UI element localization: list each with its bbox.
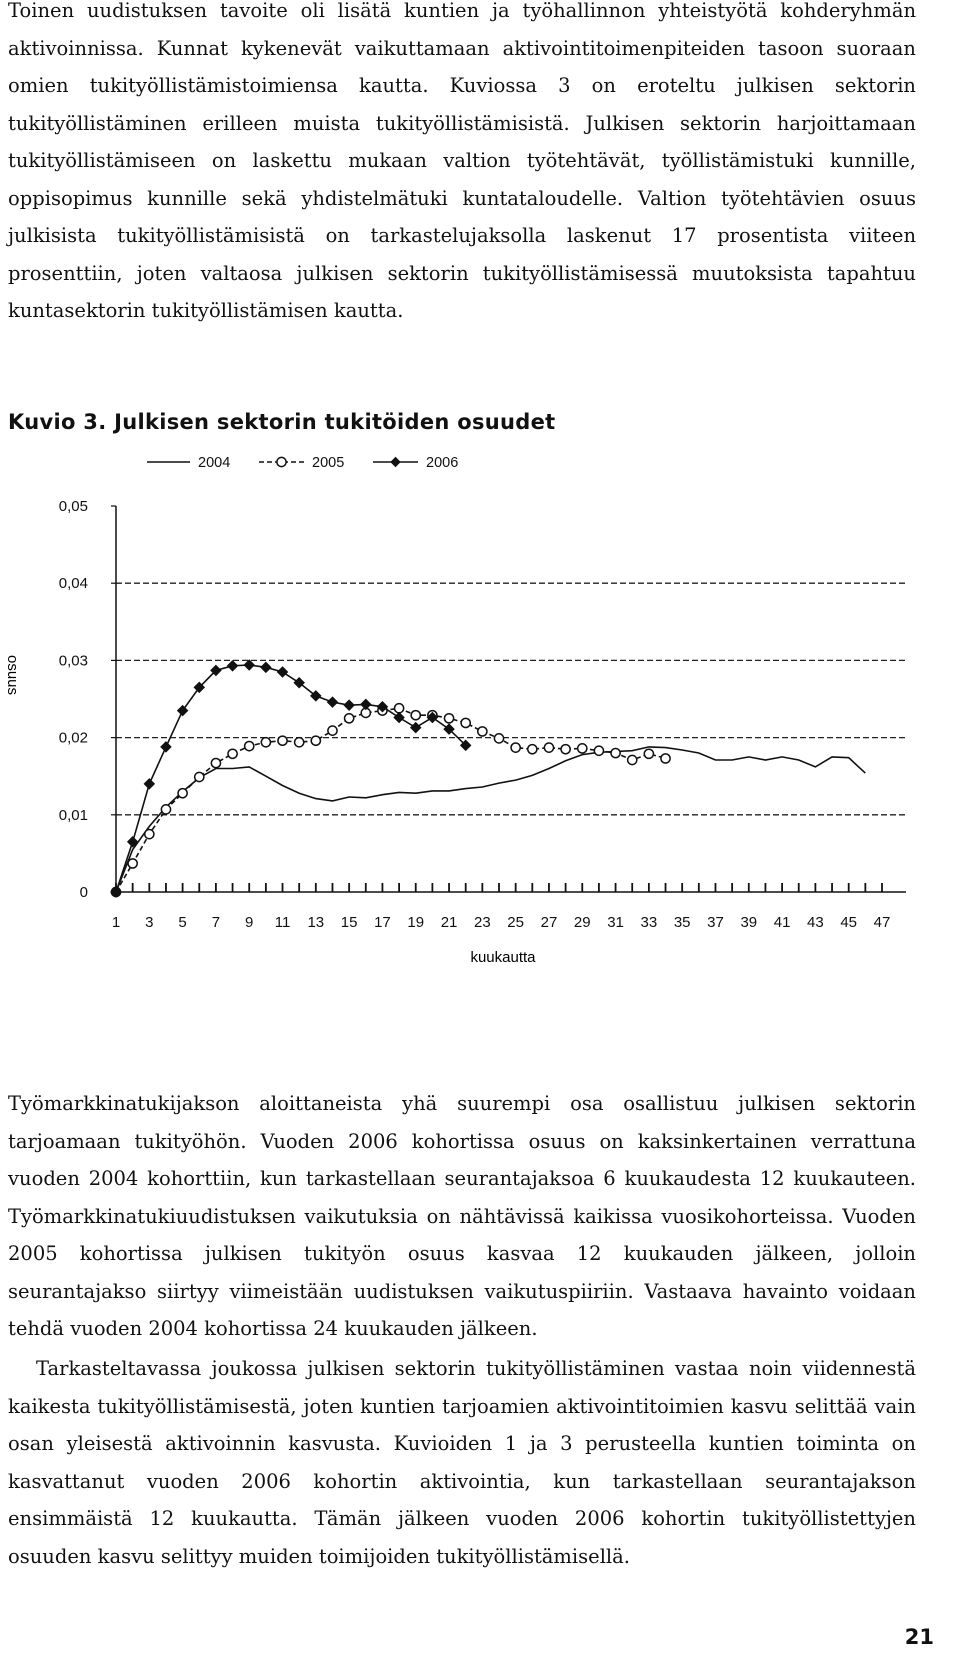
x-tick-label: 15: [340, 914, 358, 931]
data-point: [177, 705, 187, 715]
legend-label: 2004: [198, 455, 231, 471]
data-point: [411, 722, 421, 732]
series-line-2005: [116, 708, 666, 892]
data-point: [361, 699, 371, 709]
data-point: [144, 779, 154, 789]
chart-grid: [116, 583, 906, 815]
data-point: [661, 754, 670, 763]
x-tick-label: 37: [707, 914, 724, 931]
x-tick-label: 33: [640, 914, 658, 931]
data-point: [594, 746, 603, 755]
x-tick-label: 19: [407, 914, 425, 931]
data-point: [161, 805, 170, 814]
data-point: [461, 718, 470, 727]
x-tick-label: 27: [540, 914, 558, 931]
legend-label: 2005: [312, 455, 345, 471]
series-line-2004: [116, 747, 865, 892]
x-tick-label: 31: [607, 914, 624, 931]
data-point: [195, 772, 204, 781]
y-tick-label: 0,05: [58, 498, 88, 515]
data-point: [411, 711, 420, 720]
x-tick-label: 45: [840, 914, 858, 931]
series-2006: [111, 660, 471, 897]
data-point: [295, 738, 304, 747]
data-point: [394, 704, 403, 713]
data-point: [178, 789, 187, 798]
legend-label: 2006: [426, 455, 459, 471]
y-tick-label: 0: [79, 884, 88, 901]
x-axis-label: kuukautta: [470, 949, 536, 966]
data-point: [478, 727, 487, 736]
y-tick-label: 0,04: [58, 575, 88, 593]
x-tick-label: 1: [111, 914, 121, 931]
x-tick-label: 11: [274, 914, 291, 931]
legend-marker: [277, 457, 286, 466]
y-tick-label: 0,02: [58, 729, 88, 747]
data-point: [278, 736, 287, 745]
data-point: [344, 700, 354, 710]
paragraph-results: Työmarkkinatukijakson aloittaneista yhä suurempi osa osallistuu julkisen sektorin tarjoamaan tukityöhön. Vuoden 2006 kohortissa osuus on kaksinkertainen verrattuna vuoden 2004 kohorttiin, kun tarkastellaan seurantajaksoa 6 kuukaudesta 12 kuukauteen. Työmarkkinatukiuudistuksen vaikutuksia on nähtävissä kaikissa vuosikohorteissa. Vuoden 2005 kohortissa julkisen tukityön osuus kasvaa 12 kuukauden jälkeen, jolloin seurantajakso siirtyy viimeistään uudistuksen vaikutuspiiriin. Vastaava havainto voidaan tehdä vuoden 2004 kohortissa 24 kuukauden jälkeen.: [8, 1092, 916, 1340]
x-tick-label: 25: [507, 914, 524, 931]
data-point: [494, 734, 503, 743]
data-point: [511, 743, 520, 752]
data-point: [228, 749, 237, 758]
x-tick-label: 5: [178, 914, 187, 931]
x-tick-label: 7: [211, 914, 221, 931]
line-chart: [0, 455, 960, 1015]
x-tick-label: 43: [807, 914, 824, 931]
data-point: [328, 726, 337, 735]
y-axis-label: osuus: [4, 654, 21, 696]
chart-legend: [147, 455, 458, 471]
data-point: [578, 744, 587, 753]
data-point: [628, 755, 637, 764]
series-2004: [116, 747, 865, 892]
x-tick-label: 39: [740, 914, 758, 931]
data-point: [261, 738, 270, 747]
series-2005: [111, 704, 670, 897]
data-point: [528, 745, 537, 754]
data-point: [211, 758, 220, 767]
data-point: [245, 741, 254, 750]
x-tick-label: 9: [245, 914, 254, 931]
x-tick-label: 13: [307, 914, 325, 931]
page-number: 21: [904, 1625, 934, 1649]
x-tick-label: 35: [673, 914, 691, 931]
data-point: [145, 830, 154, 839]
data-point: [394, 712, 404, 722]
chart-series: [111, 660, 866, 897]
paragraph-intro: Toinen uudistuksen tavoite oli lisätä kuntien ja työhallinnon yhteistyötä kohderyhmän aktivoinnissa. Kunnat kykenevät vaikuttamaan aktivointitoimenpiteiden tasoon suoraan omien tukityöllistämistoimiensa kautta. Kuviossa 3 on eroteltu julkisen sektorin tukityöllistäminen erilleen muista tukityöllistämisistä. Julkisen sektorin harjoittamaan tukityöllistämiseen on laskettu mukaan valtion työtehtävät, työllistämistuki kunnille, oppisopimus kunnille sekä yhdistelmätuki kuntataloudelle. Valtion työtehtävien osuus julkisista tukityöllistämisistä on tarkastelujaksolla laskenut 17 prosentista viiteen prosenttiin, joten valtaosa julkisen sektorin tukityöllistämisessä muutoksista tapahtuu kuntasektorin tukityöllistämisen kautta.: [8, 0, 916, 322]
chart-axes: [59, 498, 906, 931]
legend-marker: [390, 457, 400, 467]
data-point: [128, 859, 137, 868]
data-point: [345, 714, 354, 723]
x-tick-label: 17: [374, 914, 391, 931]
series-line-2006: [116, 665, 466, 892]
data-point: [244, 660, 254, 670]
y-tick-label: 0,01: [58, 806, 88, 824]
paragraph-conclusion: Tarkasteltavassa joukossa julkisen sektorin tukityöllistäminen vastaa noin viidennestä kaikesta tukityöllistämisestä, joten kuntien tarjoamien aktivointitoimien kasvu selittää vain osan yleisestä aktivoinnin kasvusta. Kuvioiden 1 ja 3 perusteella kuntien toiminta on kasvattanut vuoden 2006 kohortin aktivointia, kun tarkastellaan seurantajakson ensimmäistä 12 kuukautta. Tämän jälkeen vuoden 2006 kohortin tukityöllistettyjen osuuden kasvu selittyy muiden toimijoiden tukityöllistämisellä.: [8, 1357, 916, 1568]
x-tick-label: 21: [440, 914, 458, 931]
data-point: [261, 662, 271, 672]
x-tick-label: 41: [773, 914, 791, 931]
data-point: [544, 743, 553, 752]
x-tick-label: 29: [573, 914, 591, 931]
data-point: [277, 667, 287, 677]
data-point: [611, 748, 620, 757]
data-point: [327, 697, 337, 707]
figure-title: Kuvio 3. Julkisen sektorin tukitöiden osuudet: [8, 410, 556, 434]
y-tick-label: 0,03: [58, 652, 88, 670]
data-point: [644, 749, 653, 758]
x-tick-label: 47: [873, 914, 891, 931]
data-point: [444, 714, 453, 723]
data-point: [561, 745, 570, 754]
x-tick-label: 23: [474, 914, 491, 931]
x-tick-label: 3: [145, 914, 154, 931]
data-point: [311, 736, 320, 745]
data-point: [227, 661, 237, 671]
data-point: [161, 742, 171, 752]
